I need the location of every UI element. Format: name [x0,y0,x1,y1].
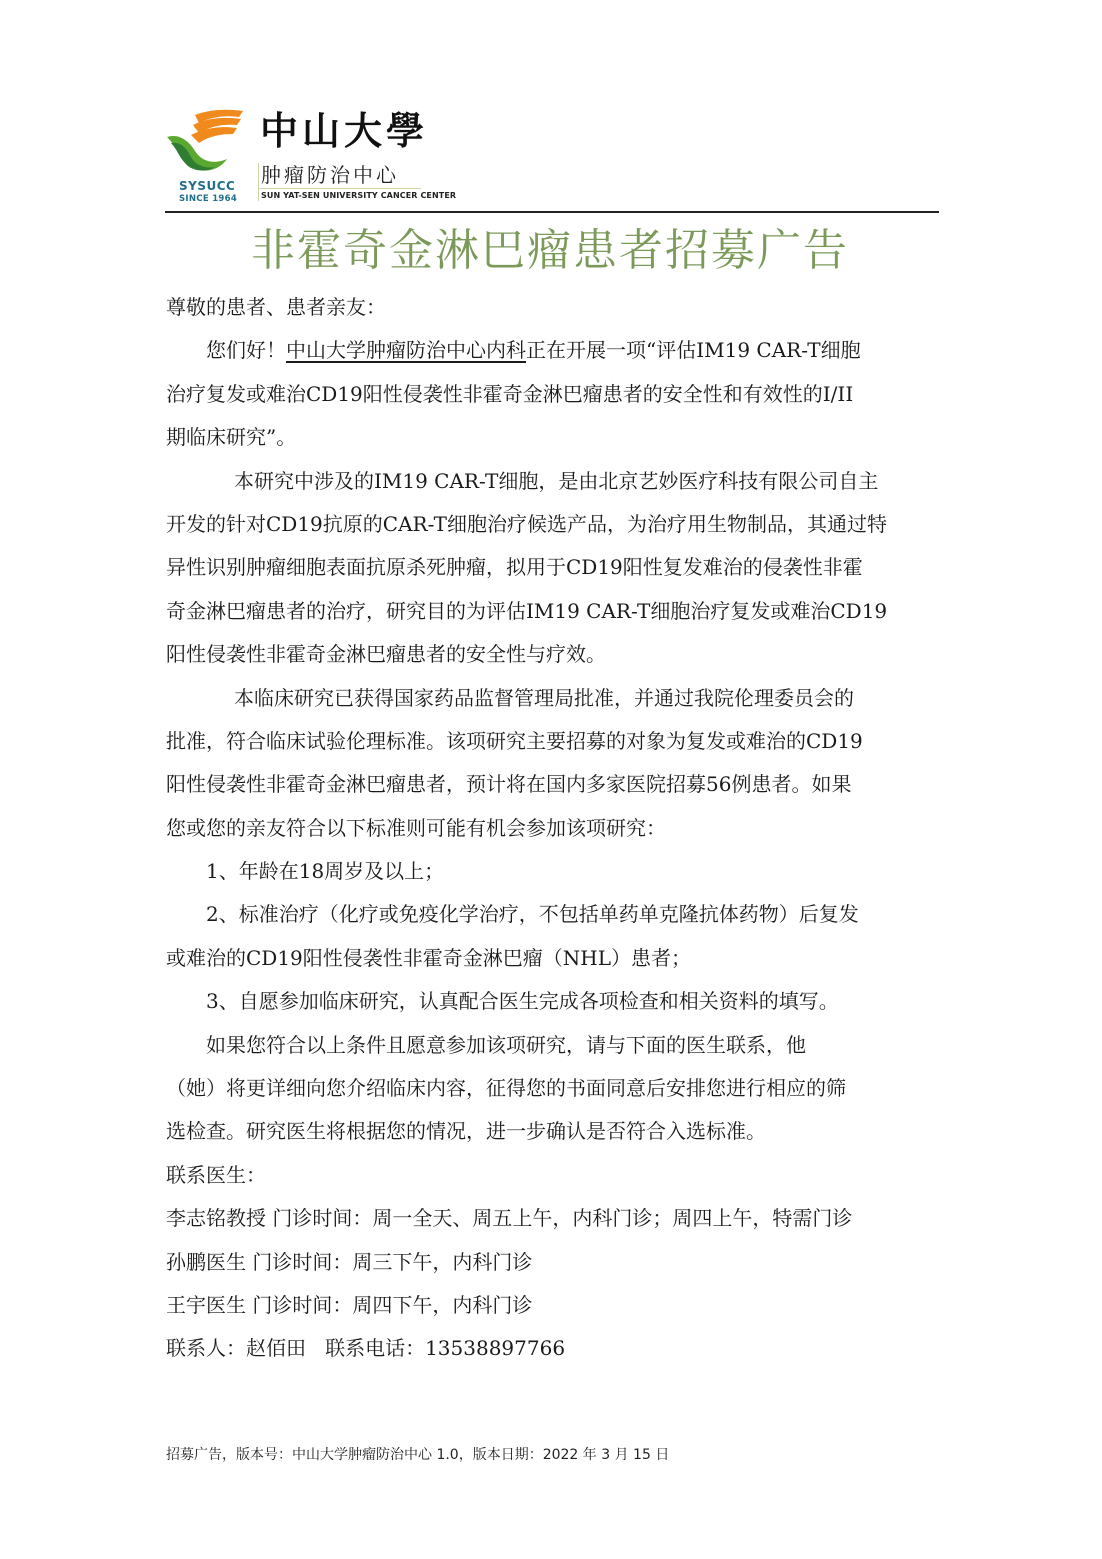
paragraph-intro-line: 治疗复发或难治CD19阳性侵袭性非霍奇金淋巴瘤患者的安全性和有效性的I/II [166,381,854,406]
logo-abbreviation: SYSUCC [179,179,236,193]
page-title: 非霍奇金淋巴瘤患者招募广告 [251,225,849,276]
version-footer: 招募广告，版本号：中山大学肿瘤防治中心 1.0，版本日期：2022 年 3 月 15 日 [166,1447,670,1463]
logo-divider-horizontal [259,188,421,189]
criteria-item-continued: 或难治的CD19阳性侵袭性非霍奇金淋巴瘤（NHL）患者； [166,945,692,970]
paragraph-intro-line: 期临床研究”。 [166,425,297,450]
logo-center-name: 肿瘤防治中心 [261,163,399,187]
paragraph-intro-line [166,329,936,372]
header-rule [165,211,939,213]
paragraph-contact-line: （她）将更详细向您介绍临床内容，征得您的书面同意后安排您进行相应的筛 [166,1076,846,1101]
paragraph-contact-line: 如果您符合以上条件且愿意参加该项研究，请与下面的医生联系，他 [206,1032,806,1057]
paragraph-product-line: 奇金淋巴瘤患者的治疗，研究目的为评估IM19 CAR-T细胞治疗复发或难治CD19 [166,598,888,623]
paragraph-approval-line: 批准，符合临床试验伦理标准。该项研究主要招募的对象为复发或难治的CD19 [166,728,863,753]
logo-english-name: SUN YAT-SEN UNIVERSITY CANCER CENTER [261,191,457,200]
organization-name: 中山大学肿瘤防治中心内科 [286,338,526,363]
intro-lead: 您们好！ [206,338,286,363]
paragraph-contact-line: 选检查。研究医生将根据您的情况，进一步确认是否符合入选标准。 [166,1119,766,1144]
contact-person: 联系人：赵佰田 联系电话：13538897766 [166,1336,566,1361]
doctor-entry: 孙鹏医生 门诊时间：周三下午，内科门诊 [166,1249,533,1274]
doctor-entry: 李志铭教授 门诊时间：周一全天、周五上午，内科门诊；周四上午，特需门诊 [166,1206,853,1231]
document-header [165,105,940,213]
contacts-label: 联系医生： [166,1162,266,1187]
paragraph-approval-line: 本临床研究已获得国家药品监督管理局批准，并通过我院伦理委员会的 [234,685,854,710]
greeting: 尊敬的患者、患者亲友： [166,295,386,319]
paragraph-approval-line: 您或您的亲友符合以下标准则可能有机会参加该项研究： [166,815,666,840]
paragraph-approval-line: 阳性侵袭性非霍奇金淋巴瘤患者，预计将在国内多家医院招募56例患者。如果 [166,772,852,797]
criteria-item: 2、标准治疗（化疗或免疫化学治疗，不包括单药单克隆抗体药物）后复发 [206,902,859,927]
paragraph-product-line: 异性识别肿瘤细胞表面抗原杀死肿瘤，拟用于CD19阳性复发难治的侵袭性非霍 [166,555,863,580]
intro-rest: 正在开展一项“评估IM19 CAR-T细胞 [526,338,861,363]
logo-university-name: 中山大學 [260,108,429,153]
sysucc-logo-icon [165,107,245,177]
paragraph-product-line: 本研究中涉及的IM19 CAR-T细胞，是由北京艺妙医疗科技有限公司自主 [234,468,879,493]
document-body [166,286,936,1371]
paragraph-product-line: 阳性侵袭性非霍奇金淋巴瘤患者的安全性与疗效。 [166,642,606,667]
logo-divider-vertical [258,163,259,201]
paragraph-product-line: 开发的针对CD19抗原的CAR-T细胞治疗候选产品，为治疗用生物制品，其通过特 [166,511,887,536]
logo-since: SINCE 1964 [179,194,238,204]
doctor-entry: 王宇医生 门诊时间：周四下午，内科门诊 [166,1292,533,1317]
criteria-item: 3、自愿参加临床研究，认真配合医生完成各项检查和相关资料的填写。 [206,989,839,1014]
criteria-item: 1、年龄在18周岁及以上； [206,859,445,884]
